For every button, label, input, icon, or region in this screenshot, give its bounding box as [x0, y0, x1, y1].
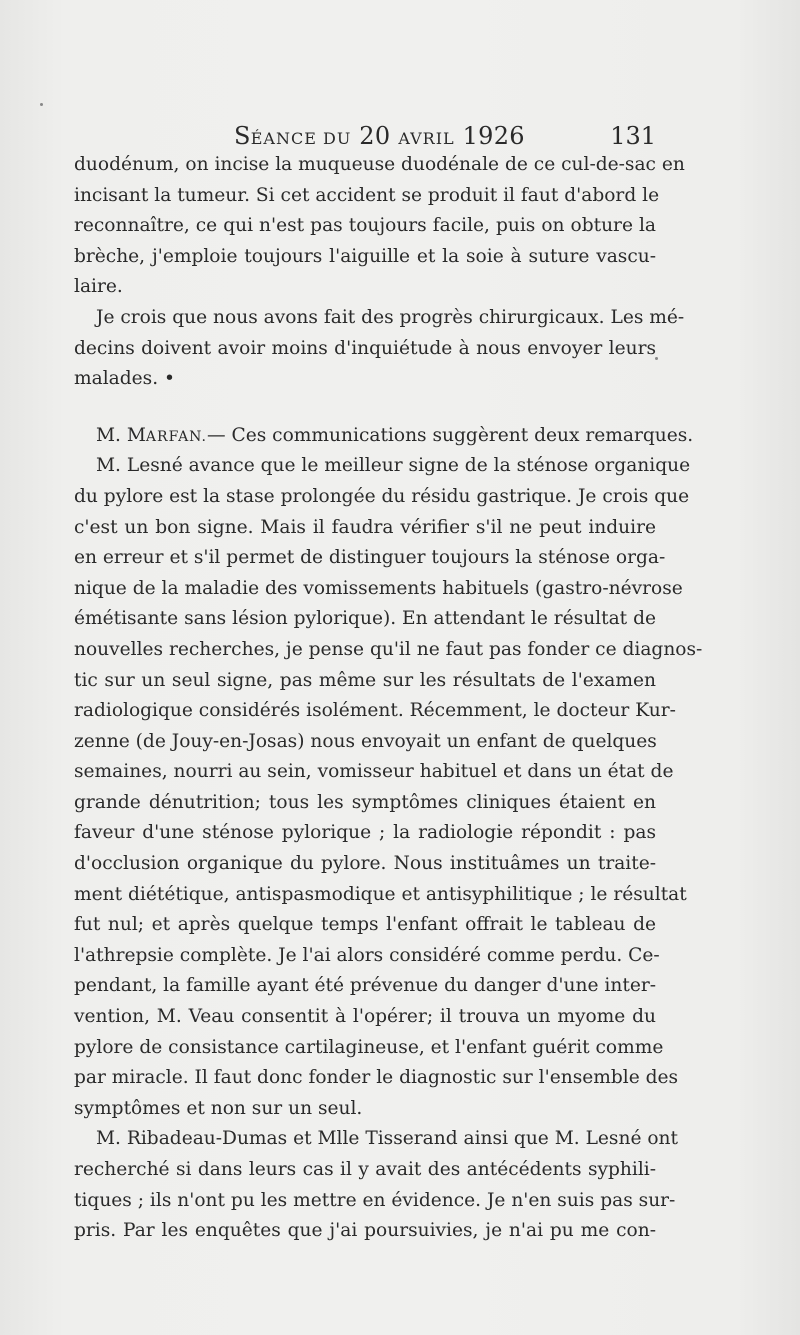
text-line: du pylore est la stase prolongée du résidu gastrique. Je crois que [74, 485, 690, 507]
running-title-day: 20 [359, 122, 391, 150]
running-title-seance: ÉANCE DU [250, 129, 352, 148]
text-line: M. Ribadeau-Dumas et Mlle Tisserand ainsi que M. Lesné ont [96, 1128, 679, 1150]
text-line: en erreur et s'il permet de distinguer toujours la sténose orga- [74, 547, 666, 569]
text-line: reconnaître, ce qui n'est pas toujours facile, puis on obture la [74, 215, 656, 237]
speaker-name-initial: M [126, 424, 146, 446]
text-line: malades. • [74, 368, 175, 390]
paragraph [74, 150, 685, 303]
text-line: l'athrepsie complète. Je l'ai alors considéré comme perdu. Ce- [74, 944, 660, 966]
speaker-line [74, 421, 694, 452]
scan-speck [40, 103, 43, 106]
speaker-title: M. [96, 424, 127, 446]
speaker-label [96, 425, 207, 446]
text-line: incisant la tumeur. Si cet accident se produit il faut d'abord le [74, 184, 660, 206]
text-line: semaines, nourri au sein, vomisseur habituel et dans un état de [74, 761, 674, 783]
text-line: pendant, la famille ayant été prévenue du danger d'une inter- [74, 975, 656, 997]
text-line: duodénum, on incise la muqueuse duodénale de ce cul-de-sac en [74, 154, 685, 175]
text-line: pylore de consistance cartilagineuse, et l'enfant guérit comme [74, 1036, 664, 1058]
text-line: d'occlusion organique du pylore. Nous instituâmes un traite- [74, 853, 656, 875]
body-text [74, 150, 703, 1247]
text-line: par miracle. Il faut donc fonder le diagnostic sur l'ensemble des [74, 1067, 679, 1089]
text-line: laire. [74, 276, 123, 298]
text-line: nouvelles recherches, je pense qu'il ne faut pas fonder ce diagnos- [74, 638, 703, 660]
text-line: radiologique considérés isolément. Récemment, le docteur Kur- [74, 700, 676, 722]
speaker-text: — Ces communications suggèrent deux remarques. [207, 424, 694, 446]
text-line: nique de la maladie des vomissements habituels (gastro-névrose [74, 577, 683, 599]
text-line: vention, M. Veau consentit à l'opérer; il trouva un myome du [74, 1006, 656, 1028]
text-line: brèche, j'emploie toujours l'aiguille et la soie à suture vascu- [74, 245, 656, 267]
text-line: pris. Par les enquêtes que j'ai poursuivies, je n'ai pu me con- [74, 1220, 656, 1242]
text-line: émétisante sans lésion pylorique). En attendant le résultat de [74, 608, 656, 630]
text-line: tiques ; ils n'ont pu les mettre en évidence. Je n'en suis pas sur- [74, 1189, 676, 1211]
text-line: recherché si dans leurs cas il y avait des antécédents syphili- [74, 1159, 656, 1180]
paragraph-gap [74, 395, 656, 421]
text-line: tic sur un seul signe, pas même sur les résultats de l'examen [74, 669, 656, 691]
page-header [74, 118, 656, 152]
text-line: Je crois que nous avons fait des progrès chirurgicaux. Les mé- [96, 306, 685, 328]
text-line: fut nul; et après quelque temps l'enfant offrait le tableau de [74, 914, 656, 936]
text-line: zenne (de Jouy-en-Josas) nous envoyait un enfant de quelques [74, 730, 657, 752]
text-line: M. Lesné avance que le meilleur signe de la sténose organique [96, 455, 691, 477]
text-line: decins doivent avoir moins d'inquiétude à nous envoyer leurs [74, 337, 656, 359]
paragraph [74, 1124, 679, 1246]
paragraph [74, 421, 694, 452]
running-title-initial: S [234, 122, 251, 150]
running-title-year: 1926 [462, 122, 525, 150]
running-title [234, 122, 525, 150]
text-line: c'est un bon signe. Mais il faudra vérifier s'il ne peut induire [74, 516, 656, 538]
text-line: grande dénutrition; tous les symptômes cliniques étaient en [74, 791, 656, 813]
paragraph [74, 303, 685, 395]
page-number: 131 [610, 122, 656, 150]
text-line: symptômes et non sur un seul. [74, 1097, 363, 1119]
text-line: ment diététique, antispasmodique et antisyphilitique ; le résultat [74, 883, 687, 905]
paragraph [74, 451, 703, 1124]
running-title-month: AVRIL [398, 129, 455, 148]
speaker-name: ARFAN. [145, 428, 207, 445]
text-line: faveur d'une sténose pylorique ; la radiologie répondit : pas [74, 822, 656, 844]
